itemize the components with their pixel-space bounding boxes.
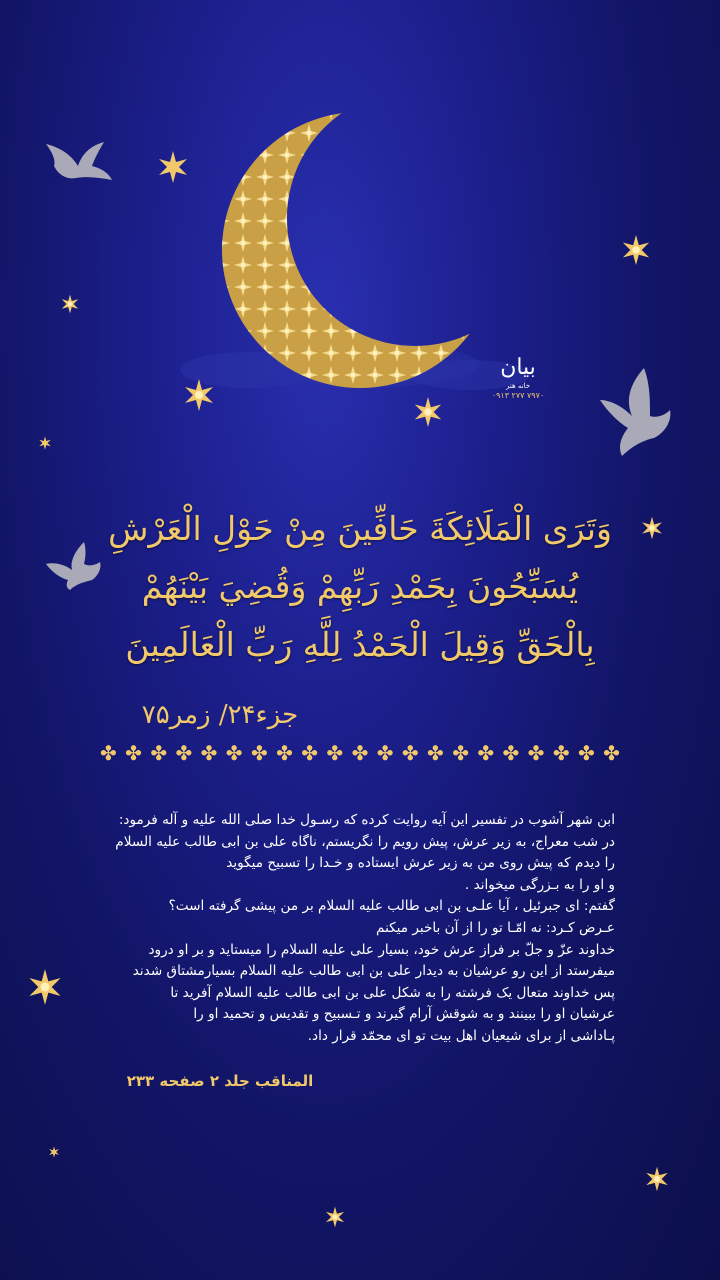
star-flower-icon xyxy=(620,234,652,266)
star-flower-icon xyxy=(324,1206,346,1228)
verse-line: بِالْحَقِّ وَقِيلَ الْحَمْدُ لِلَّهِ رَبِّ الْعَالَمِينَ xyxy=(125,625,595,664)
narration-line: خداوند عزّ و جلّ بر فراز عرش خود، بسیار علی علیه السلام را میستاید و بر او درود xyxy=(148,941,615,958)
star-flower-icon xyxy=(38,436,52,450)
dove-icon xyxy=(44,138,114,186)
narration-line: ابن شهر آشوب در تفسیر این آیه روایت کرده که رسـول خدا صلی الله علیه و آله فرمود: xyxy=(118,812,615,828)
narration-text xyxy=(115,810,615,1048)
narration-line: عرشیان او را ببینند و به شوقش آرام گیرند و تـسبیح و تقدیس و تحمید او را xyxy=(193,1006,615,1023)
narration-line: پس خداوند متعال یک فرشته را به شکل علی بن ابی طالب علیه السلام آفرید تا xyxy=(170,984,615,1001)
narration-line: در شب معراج، به زیر عرش، پیش رویم را نگریستم، ناگاه علی بن ابی طالب علیه السلام xyxy=(115,833,615,850)
verse-reference: جزء۲۴/ زمر۷۵ xyxy=(141,700,299,730)
narration-line: میفرستد از این رو عرشیان به دیدار علی بن ابی طالب علیه السلام بسیارمشتاق شدند xyxy=(132,963,615,980)
star-flower-icon xyxy=(26,968,64,1006)
narration-line: را دیدم که پیش روی من به زیر عرش ایستاده و خـدا را تسبیح میگوید xyxy=(226,855,615,872)
narration-line: و او را به بـزرگی میخواند . xyxy=(464,876,615,893)
crescent-moon-icon xyxy=(210,100,520,400)
star-flower-icon xyxy=(60,294,80,314)
verse-line: وَتَرَى الْمَلَائِكَةَ حَافِّينَ مِنْ حَوْلِ الْعَرْشِ xyxy=(108,509,612,548)
quran-verse xyxy=(60,500,660,674)
source-citation: المناقب جلد ۲ صفحه ۲۳۳ xyxy=(126,1072,314,1090)
narration-line: پـاداشی از برای شیعیان اهل بیت تو ای محمّد قرار داد. xyxy=(307,1027,615,1044)
star-flower-icon xyxy=(48,1146,60,1158)
star-flower-icon xyxy=(412,396,444,428)
verse-line: يُسَبِّحُونَ بِحَمْدِ رَبِّهِمْ وَقُضِيَ بَيْنَهُمْ xyxy=(141,567,579,606)
ornament-divider: ✤ ✤ ✤ ✤ ✤ ✤ ✤ ✤ ✤ ✤ ✤ ✤ ✤ ✤ ✤ ✤ ✤ ✤ ✤ ✤ ✤ xyxy=(100,741,620,765)
logo-subtitle: خانه هنر xyxy=(505,382,531,390)
star-flower-icon xyxy=(182,378,216,412)
star-flower-icon xyxy=(644,1166,670,1192)
dove-icon xyxy=(598,366,676,458)
narration-line: عـرض کـرد: نه امّـا تو را از آن باخبر میکنم xyxy=(376,919,615,936)
narration-line: گفتم: ای جبرئیل ، آیا علـی بن ابی طالب علیه السلام بر من پیشی گرفته است؟ xyxy=(168,898,615,915)
logo-mark: بیان xyxy=(500,355,536,380)
star-flower-icon xyxy=(156,150,190,184)
logo-phone: ۰۹۱۳ ۲۷۷ ۷۹۷۰ xyxy=(491,391,545,400)
brand-logo xyxy=(478,355,558,407)
